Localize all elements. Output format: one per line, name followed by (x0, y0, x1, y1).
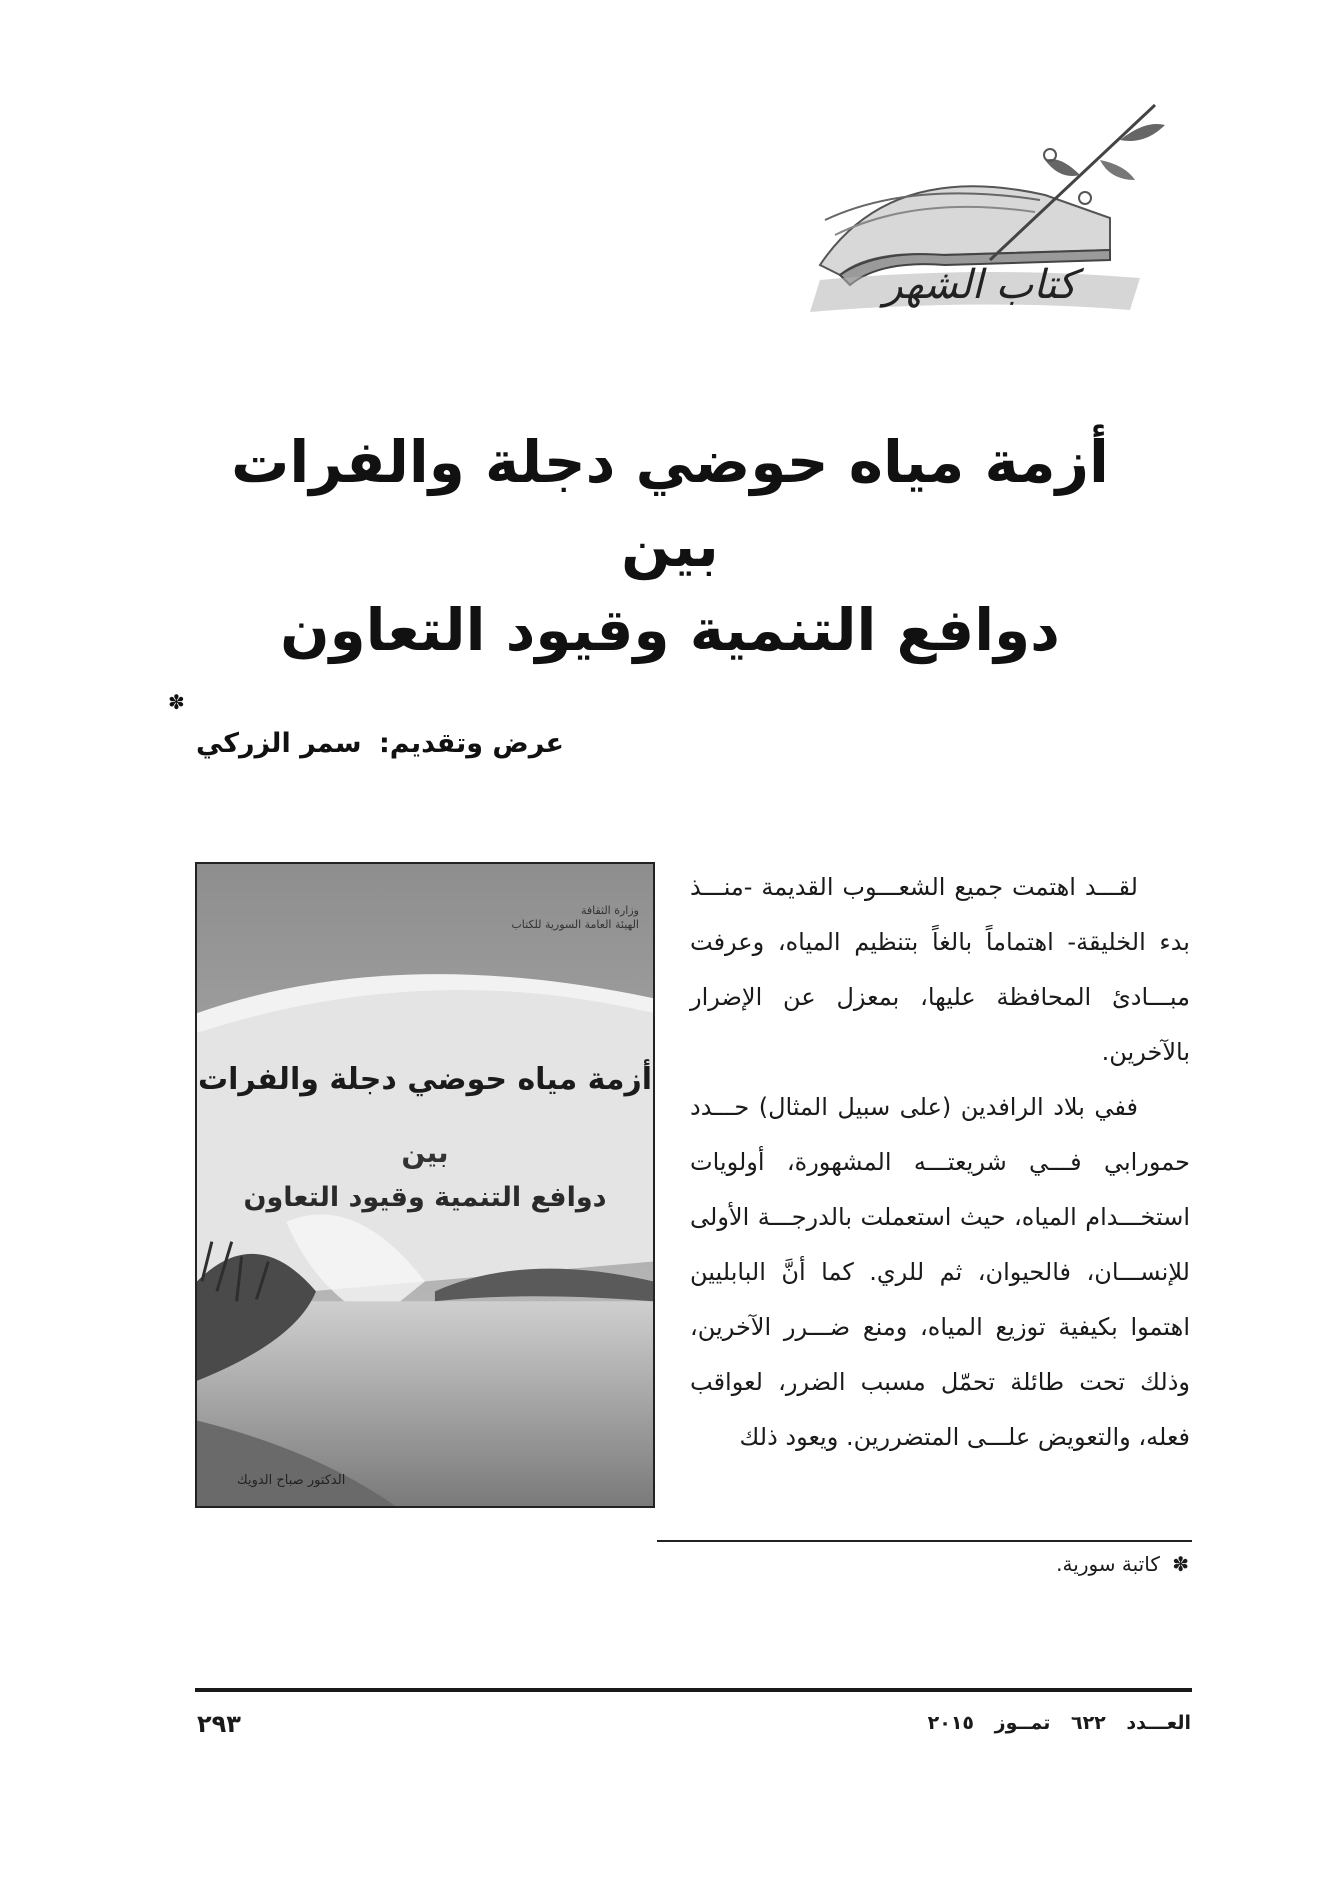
author-name: سمر الزركي (195, 728, 362, 759)
title-line-2: بين (621, 512, 719, 580)
section-logo-text: كتاب الشهر (883, 262, 1077, 308)
footer-divider (195, 1688, 1192, 1692)
paragraph-1: لقـــد اهتمت جميع الشعـــوب القديمة -منـــذ بدء الخليقة- اهتماماً بالغاً بتنظيم المياه، وعرفت مبـــادئ المحافظة عليها، بمعزل عن الإضرار بالآخرين. (690, 873, 1190, 1066)
byline (167, 690, 564, 759)
paragraph-2: ففي بلاد الرافدين (على سبيل المثال) حـــدد حمورابي فـــي شريعتـــه المشهورة، أولويات استخـــدام المياه، حيث استعملت بالدرجـــة الأولى للإنســـان، فالحيوان، ثم للري. كما أنَّ البابليين اهتموا بكيفية توزيع المياه، ومنع ضـــرر الآخرين، وذلك تحت طائلة تحمّل مسبب الضرر، لعواقب فعله، والتعويض علـــى المتضررين. ويعود ذلك (690, 1093, 1190, 1451)
cover-author: الدكتور صباح الدويك (237, 1473, 346, 1488)
cover-publisher-line1: وزارة الثقافة (580, 904, 639, 917)
article-title (200, 420, 1140, 672)
footnote-divider (657, 1540, 1192, 1542)
cover-subtitle: دوافع التنمية وقيود التعاون (243, 1182, 607, 1213)
cover-title: أزمة مياه حوضي دجلة والفرات (198, 1062, 652, 1097)
section-logo (780, 100, 1170, 315)
issue-info (914, 1712, 1191, 1734)
page-number: ٢٩٣ (197, 1710, 241, 1738)
byline-label: عرض وتقديم: (378, 728, 564, 759)
cover-publisher (489, 904, 639, 932)
title-line-3: دوافع التنمية وقيود التعاون (280, 596, 1060, 664)
issue-year: ٢٠١٥ (927, 1712, 975, 1734)
footnote-marker-icon: ✽ (1172, 1552, 1189, 1576)
issue-number: ٦٢٢ (1070, 1712, 1106, 1734)
author-marker-icon: ✽ (167, 690, 185, 714)
book-cover-image (195, 862, 655, 1508)
issue-label: العـــدد (1126, 1712, 1191, 1734)
cover-middle: بين (401, 1136, 449, 1169)
article-body (690, 860, 1190, 1465)
footnote (1056, 1552, 1189, 1576)
footnote-text: كاتبة سورية. (1056, 1552, 1160, 1576)
title-line-1: أزمة مياه حوضي دجلة والفرات (231, 428, 1109, 496)
cover-publisher-line2: الهيئة العامة السورية للكتاب (511, 918, 639, 931)
issue-month: تمــوز (994, 1712, 1051, 1734)
book-month-logo-icon (780, 100, 1170, 315)
